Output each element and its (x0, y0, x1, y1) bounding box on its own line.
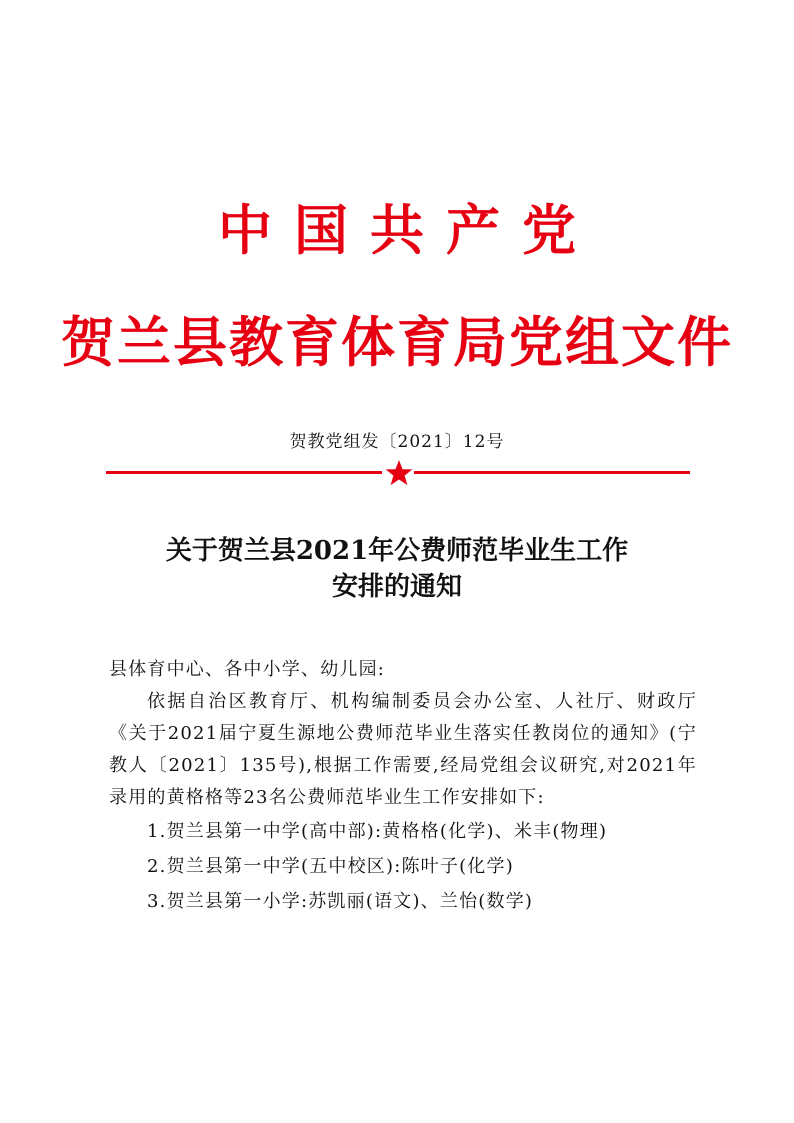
document-header: 贺兰县教育体育局党组文件 (61, 310, 733, 374)
assignment-item: 3.贺兰县第一小学:苏凯丽(语文)、兰怡(数学) (147, 891, 534, 912)
red-star-icon (384, 458, 414, 488)
body-paragraph: 依据自治区教育厅、机构编制委员会办公室、人社厅、财政厅《关于2021届宁夏生源地公费师范毕业生落实任教岗位的通知》(宁教人〔2021〕135号),根据工作需要,经局党组会议研究,对2021年录用的黄格格等23名公费师范毕业生工作安排如下: (109, 691, 697, 808)
red-divider-right (414, 471, 690, 474)
red-divider-left (106, 471, 382, 474)
document-number: 贺教党组发〔2021〕12号 (289, 432, 505, 452)
notice-title (0, 533, 794, 605)
notice-body (109, 654, 697, 919)
assignment-item: 1.贺兰县第一中学(高中部):黄格格(化学)、米丰(物理) (147, 821, 608, 842)
assignment-item: 2.贺兰县第一中学(五中校区):陈叶子(化学) (147, 856, 514, 877)
addressee: 县体育中心、各中小学、幼儿园: (109, 659, 386, 680)
notice-title-line-2: 安排的通知 (331, 572, 462, 602)
issuing-party-header: 中国共产党 (218, 198, 598, 262)
notice-title-line-1: 关于贺兰县2021年公费师范毕业生工作 (165, 536, 629, 566)
